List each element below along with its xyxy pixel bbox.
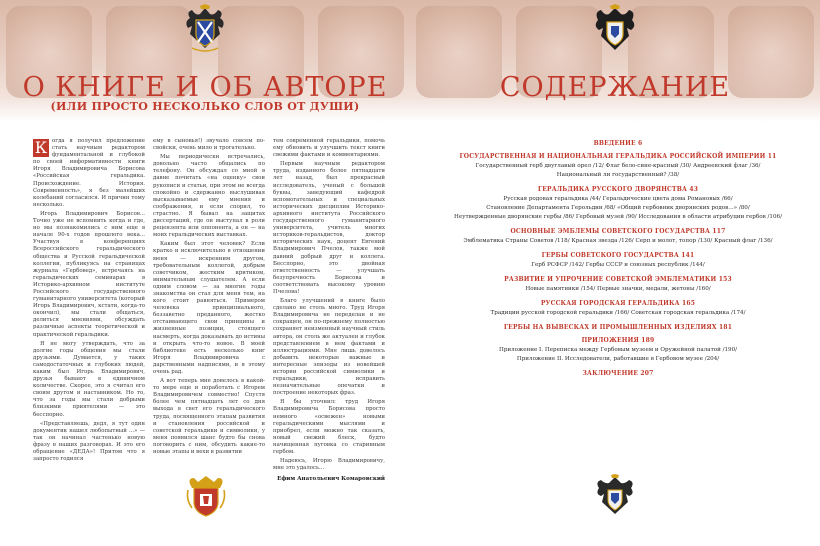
table-of-contents xyxy=(434,140,802,379)
page-title: СОДЕРЖАНИЕ xyxy=(499,72,731,103)
toc-heading[interactable]: ГЕРАЛЬДИКА РУССКОГО ДВОРЯНСТВА 43 xyxy=(537,186,699,193)
column-1 xyxy=(33,138,145,468)
toc-heading[interactable]: РАЗВИТИЕ И УПРОЧЕНИЕ СОВЕТСКОЙ ЭМБЛЕМАТИКИ 153 xyxy=(504,276,732,283)
toc-heading[interactable]: РУССКАЯ ГОРОДСКАЯ ГЕРАЛЬДИКА 165 xyxy=(540,300,696,307)
paragraph: Каким был этот человек? Если кратко и исключительно в отношении меня — искренним другом, требовательным коллегой, добрым советчиком, жестким критиком, внимательным слушателем. А если одним словом — за многие годы знакомства он стал для меня тем, на кого стоит равняться. Примером человека принципиального, беззаветно преданного, жестко отстаивающего свои принципы и жизненные позиции, стоящего насмерть, когда доказывать до истины и открыть что-то новое. В моей библиотеке есть несколько книг Игоря Владимировича с дарственными надписями, и я этому очень рад. xyxy=(153,241,265,375)
paragraph: Первым научным редактором труда, изданного более пятнадцати лет назад, был прекрасный исследователь, ученый с большой буквы, заведующий кафедрой вспомогательных и специальных исторических дисциплин Историко-архивного института Российского государственного гуманитарного университета, учитель многих историков-геральдистов, доктор исторических наук, доцент Евгений Владимирович Пчелов, также мой давний добрый друг и коллега. Бесспорно, это двойная ответственность — улучшать безупречность Борисова и соответствовать высокому уровню Пчелова! xyxy=(273,161,385,295)
page-subtitle: (ИЛИ ПРОСТО НЕСКОЛЬКО СЛОВ ОТ ДУШИ) xyxy=(50,100,360,113)
paragraph-text: огда я получил предложение стать научным редактором фундаментальной и глубокой по своей информативности книги Игоря Владимировича Борисова «Российская геральдика. Происхождение. История. Современность», я без малейших колебаний согласился. И причин тому несколько. xyxy=(33,138,145,208)
paragraph: ему в сыновья!) звучало совсем по-свойски, очень мило и трогательно. xyxy=(153,138,265,152)
toc-entry[interactable]: Неутвержденные дворянские гербы /86/ Гербовый музей /90/ Исследования в области атрибуции гербов /106/ xyxy=(454,214,782,220)
paragraph: тем современной геральдики, помочь ему обновить и улучшить текст книги свежими фактами и комментариями. xyxy=(273,138,385,159)
paragraph: Благо улучшений в книге было сделано не столь много. Труд Игоря Владимировича не переделан и не сокращен, он по-прежнему полностью сохраняет неизменный научный стиль автора, он столь же актуален и глубок представлением в нем фактами и иллюстрациями. Мне лишь довелось добавить некоторые важные и интересные эпизоды из новейшей истории российской символики и геральдики, исправить незначительные опечатки и построение некоторых фраз. xyxy=(273,298,385,397)
paragraph xyxy=(33,138,145,209)
toc-heading[interactable]: ЗАКЛЮЧЕНИЕ 207 xyxy=(582,370,654,377)
toc-entry[interactable]: Новые памятники /154/ Первые значки, медали, жетоны /160/ xyxy=(525,286,711,292)
toc-entry[interactable]: Государственный герб двуглавый орел /12/ Флаг бело-сине-красный /30/ Андреевский флаг /36/ xyxy=(475,163,761,169)
toc-entry[interactable]: Становление Департамента Герольдии /68/ «Общий гербовник дворянских родов...» /80/ xyxy=(486,205,750,211)
toc-heading[interactable]: ГОСУДАРСТВЕННАЯ И НАЦИОНАЛЬНАЯ ГЕРАЛЬДИКА РОССИЙСКОЙ ИМПЕРИИ 11 xyxy=(459,153,777,160)
coat-of-arms-icon xyxy=(182,4,228,56)
toc-heading[interactable]: ПРИЛОЖЕНИЯ 189 xyxy=(581,337,655,344)
article-columns xyxy=(33,138,385,483)
lion-shield-crest-icon xyxy=(186,474,226,518)
paragraph: Я не могу утверждать, что за долгие годы общения мы стали друзьями. Думается, у таких самодостаточных и глубоких людей, каким был Игорь Владимирович, друзья бывают в единичном количестве. Скорее, это я считал его своим другом и наставником. Но то, что за годы мы стали добрыми близкими приятелями — это бесспорно. xyxy=(33,340,145,418)
toc-heading[interactable]: ОСНОВНЫЕ ЭМБЛЕМЫ СОВЕТСКОГО ГОСУДАРСТВА 117 xyxy=(510,228,726,235)
eagle-crest-icon xyxy=(592,4,638,56)
paragraph: «Представляешь, дедл, я тут один документик нашел любопытный ...» — так он начинал частенько новую фразу в наших разговорах. И это его обращение «ДЕДА»! Притом что я запросто годился xyxy=(33,420,145,463)
paragraph: Надеюсь, Игорю Владимировичу, мне это удалось... xyxy=(273,458,385,472)
toc-entry[interactable]: Традиции русской городской геральдики /166/ Советская городская геральдика /174/ xyxy=(490,310,746,316)
paragraph: Я бы уточнил: труд Игоря Владимировича Борисова просто немного «освежен» новыми геральдическими мыслями и приобрел, если можно так сказать, новый свежий блеск, будто начищенная пуговка со старинным гербом. xyxy=(273,399,385,456)
toc-heading[interactable]: ВВЕДЕНИЕ 6 xyxy=(593,140,643,147)
right-page xyxy=(410,0,820,546)
paragraph: Игорь Владимирович Борисов... Точно уже не вспомнить когда и где, но мы познакомились с ним еще в начале 90-х годов прошлого века... Участвуя в конференциях Всероссийского геральдического общества и Русской геральдической коллегии, публикуясь на страницах журнала «Гербовед», встречаясь на геральдических семинарах в Историко-архивном институте Российского государственного гуманитарного университета (который Игорь Владимирович, кстати, когда-то окончил), мы стали общаться, делиться мнениями, обсуждать различные аспекты теоретической и практической геральдики. xyxy=(33,210,145,338)
toc-entry[interactable]: Герб РСФСР /142/ Гербы СССР и союзных республик /144/ xyxy=(531,262,705,268)
toc-entry[interactable]: Эмблематика Страны Советов /118/ Красная звезда /126/ Серп и молот, топор /130/ Красный флаг /136/ xyxy=(463,238,773,244)
toc-entry[interactable]: Приложение I. Переписка между Гербовым музеем и Оружейной палатой /190/ xyxy=(498,347,738,353)
column-3 xyxy=(273,138,385,483)
column-2 xyxy=(153,138,265,468)
drop-cap: К xyxy=(34,138,48,157)
toc-heading[interactable]: ГЕРБЫ НА ВЫВЕСКАХ И ПРОМЫШЛЕННЫХ ИЗДЕЛИЯХ 181 xyxy=(503,324,733,331)
paragraph: А вот теперь мне довелось в какой-то мере еще и поработать с Игорем Владимировичем совместно! Спустя более чем пятнадцать лет со дня выхода в свет его геральдического труда, посвященного этапам развития и становления российской и советской геральдики и символики, у меня появился шанс будто бы снова поговорить с ним, обсудить какие-то новые этапы и вехи в развитии xyxy=(153,378,265,456)
author-signature: Ефим Анатольевич Комаровский xyxy=(277,476,385,483)
paragraph: Мы периодически встречались, довольно часто общались по телефону. Он обсуждал со мной в давне почитать «на оценку» свои рукописи и статьи, при этом не всегда спокойно и сдержанно выслушивая высказываемые ему мнения и соображения, и если спорил, то страстно. Я бывал на защитах диссертаций, где он выступал в роли рецензента или оппонента, а он — на моих геральдических выставках. xyxy=(153,154,265,239)
double-eagle-crest-icon xyxy=(595,474,635,518)
toc-entry[interactable]: Приложение II. Исследователи, работавшие в Гербовом музее /204/ xyxy=(516,356,720,362)
toc-heading[interactable]: ГЕРБЫ СОВЕТСКОГО ГОСУДАРСТВА 141 xyxy=(541,252,695,259)
toc-entry[interactable]: Национальный ли государственный? /38/ xyxy=(556,172,680,178)
toc-entry[interactable]: Русская родовая геральдика /44/ Геральдические цвета дома Романовых /66/ xyxy=(503,196,733,202)
page-title: О КНИГЕ И ОБ АВТОРЕ xyxy=(22,72,388,103)
